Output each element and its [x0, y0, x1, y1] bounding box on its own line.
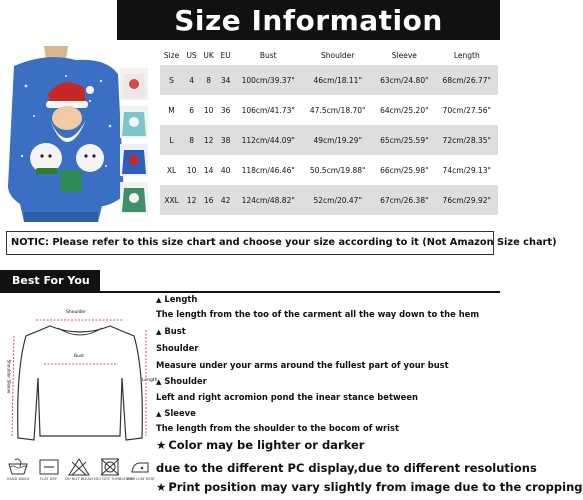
table-cell: 118cm/46.46" [234, 155, 302, 185]
definition-heading: ▲ Sleeve [156, 408, 196, 418]
column-header: EU [220, 50, 231, 60]
table-cell: 47.5cm/18.70" [302, 95, 373, 125]
flat-dry-icon [38, 458, 60, 476]
size-notice: NOTIC: Please refer to this size chart and choose your size according to it (Not Amazon Size chart) [6, 231, 494, 255]
star-icon: ★ [156, 438, 167, 452]
definition-heading: ▲ Bust [156, 326, 186, 336]
definition-text: Measure under your arms around the fullest part of your bust [156, 360, 449, 370]
care-label: FLAT DRY [40, 477, 57, 481]
table-cell: 76cm/29.92" [436, 185, 498, 215]
column-header: Shoulder [320, 50, 355, 60]
page-title: Size Information [174, 4, 443, 37]
do-not-tumble-dry-icon [99, 458, 121, 476]
measurement-diagram [6, 300, 158, 450]
table-cell: 124cm/48.82" [234, 185, 302, 215]
column-header: UK [203, 50, 214, 60]
table-row [160, 155, 498, 185]
table-row [160, 95, 498, 125]
best-for-you-label: Best For You [12, 274, 90, 287]
size-chart-table [160, 45, 498, 215]
diagram-length-label: Length [142, 378, 158, 383]
table-cell: 70cm/27.56" [436, 95, 498, 125]
thumbnail-image[interactable] [120, 68, 148, 100]
care-label: HAND WASH [6, 477, 30, 481]
table-cell: 50.5cm/19.88" [302, 155, 373, 185]
table-cell: 10 [183, 155, 200, 185]
table-cell: 46cm/18.11" [302, 65, 373, 95]
print-position-note [156, 480, 583, 494]
table-cell: 14 [200, 155, 217, 185]
care-item [95, 458, 135, 500]
print-note-text: Print position may vary slightly from image due to the cropping [168, 480, 583, 494]
color-note [156, 438, 364, 452]
care-label: DO NOT TUMBLE DRY [95, 477, 135, 481]
care-item [65, 458, 93, 500]
table-cell: 64cm/25.20" [373, 95, 435, 125]
care-item [35, 458, 63, 500]
table-cell: 4 [183, 65, 200, 95]
table-cell: 8 [183, 125, 200, 155]
table-cell: 49cm/19.29" [302, 125, 373, 155]
table-cell: 52cm/20.47" [302, 185, 373, 215]
diagram-shoulder-label: Shoulder [66, 310, 87, 315]
hand-wash-icon [7, 458, 29, 476]
table-cell: M [160, 95, 183, 125]
table-cell: XL [160, 155, 183, 185]
column-header: Length [453, 50, 480, 60]
table-cell: 112cm/44.09" [234, 125, 302, 155]
thumbnail-image[interactable] [120, 106, 148, 138]
star-icon: ★ [156, 480, 167, 494]
care-item [126, 458, 154, 500]
table-cell: S [160, 65, 183, 95]
table-cell: 74cm/29.13" [436, 155, 498, 185]
table-cell: L [160, 125, 183, 155]
care-label: IRON LOW HEAT [126, 477, 155, 481]
definition-subheading: Shoulder [156, 343, 199, 353]
table-cell: 36 [217, 95, 234, 125]
table-cell: 106cm/41.73" [234, 95, 302, 125]
care-instructions [4, 458, 154, 500]
diagram-sleeve-label: Shoulder Sleeve [6, 359, 12, 394]
table-cell: 10 [200, 95, 217, 125]
care-label: DO NOT BLEACH [65, 477, 95, 481]
table-cell: 65cm/25.59" [373, 125, 435, 155]
best-for-you-tab [0, 270, 100, 292]
column-header: US [186, 50, 197, 60]
table-cell: 16 [200, 185, 217, 215]
table-cell: XXL [160, 185, 183, 215]
table-cell: 8 [200, 65, 217, 95]
table-cell: 12 [200, 125, 217, 155]
table-cell: 67cm/26.38" [373, 185, 435, 215]
table-cell: 42 [217, 185, 234, 215]
column-header: Size [163, 50, 180, 60]
column-header: Sleeve [391, 50, 417, 60]
diagram-bust-label: Bust [74, 354, 85, 359]
definition-text: The length from the too of the carment all the way down to the hem [156, 309, 480, 319]
table-cell: 66cm/25.98" [373, 155, 435, 185]
table-header-row [160, 45, 498, 65]
definition-heading: ▲ Shoulder [156, 376, 207, 386]
product-image [6, 46, 126, 228]
thumbnail-list [120, 68, 148, 220]
iron-low-heat-icon [129, 458, 151, 476]
table-cell: 38 [217, 125, 234, 155]
care-item [4, 458, 32, 500]
definition-heading: ▲ Length [156, 294, 197, 304]
color-note-text: Color may be lighter or darker [168, 438, 365, 452]
do-not-bleach-icon [68, 458, 90, 476]
table-row [160, 185, 498, 215]
table-cell: 40 [217, 155, 234, 185]
column-header: Bust [259, 50, 277, 60]
header-banner [117, 0, 500, 40]
table-cell: 12 [183, 185, 200, 215]
table-cell: 6 [183, 95, 200, 125]
table-cell: 63cm/24.80" [373, 65, 435, 95]
table-cell: 68cm/26.77" [436, 65, 498, 95]
definition-text: Left and right acromion pond the inear stance between [156, 392, 419, 402]
table-row [160, 65, 498, 95]
thumbnail-image[interactable] [120, 182, 148, 214]
table-cell: 34 [217, 65, 234, 95]
table-row [160, 125, 498, 155]
pc-display-note: due to the different PC display,due to different resolutions [156, 461, 537, 475]
table-cell: 72cm/28.35" [436, 125, 498, 155]
definition-text: The length from the shoulder to the bocom of wrist [156, 423, 400, 433]
table-cell: 100cm/39.37" [234, 65, 302, 95]
thumbnail-image[interactable] [120, 144, 148, 176]
section-divider [0, 291, 500, 293]
